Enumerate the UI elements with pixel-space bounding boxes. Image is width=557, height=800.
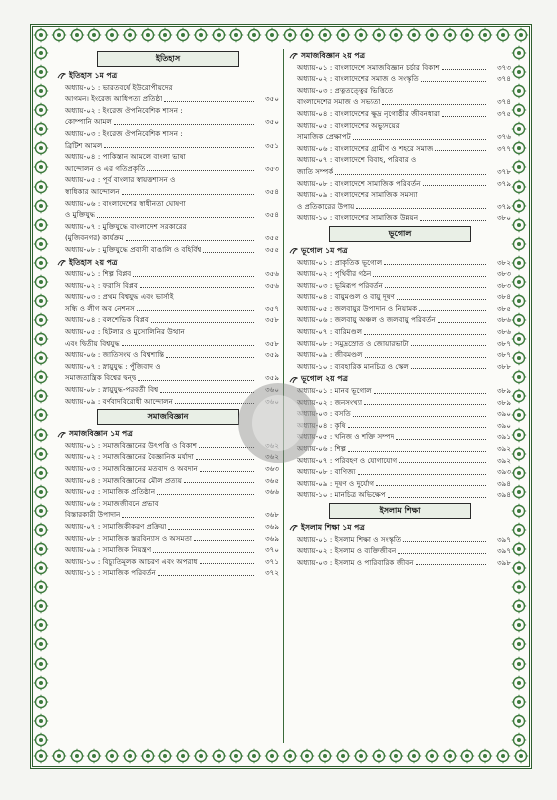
ornament-flower-icon bbox=[175, 27, 191, 43]
toc-entry[interactable]: অধ্যায়-০৫ : সামাজিক প্রতিষ্ঠান ৩৬৬ bbox=[65, 487, 279, 497]
ornamental-border-top bbox=[33, 27, 529, 45]
ornament-flower-icon bbox=[140, 27, 156, 43]
toc-entry[interactable]: অধ্যায়-০৯ : জীবমণ্ডল ৩৮৭ bbox=[297, 350, 511, 360]
ornament-flower-icon bbox=[282, 27, 298, 43]
ornament-flower-icon bbox=[511, 350, 527, 366]
leader-dots bbox=[438, 322, 486, 323]
toc-list bbox=[57, 268, 279, 407]
toc-entry[interactable]: অধ্যায়-০৬ : জলবায়ু অঞ্চল ও জলবায়ু পরিবর্তন ৩৮৬ bbox=[297, 315, 511, 325]
book-mark-icon bbox=[57, 430, 66, 439]
ornament-flower-icon bbox=[511, 293, 527, 309]
leader-dots bbox=[353, 416, 486, 417]
ornament-flower-icon bbox=[511, 617, 527, 633]
ornament-flower-icon bbox=[371, 27, 387, 43]
ornament-flower-icon bbox=[477, 748, 493, 764]
toc-entry[interactable]: এবং দ্বিতীয় বিশ্বযুদ্ধ ৩৫৮ bbox=[65, 338, 279, 348]
leader-dots bbox=[411, 345, 486, 346]
toc-entry[interactable]: অধ্যায়-০৮ : মুক্তিযুদ্ধে প্রবাসী বাঙালি ও বহির্বিশ্ব ৩৫৫ bbox=[65, 244, 279, 254]
watermark-seal-icon bbox=[238, 383, 318, 463]
toc-entry[interactable]: অধ্যায়-০১ : মানব ভূগোল ৩৮৯ bbox=[297, 386, 511, 396]
toc-entry[interactable]: অধ্যায়-০২ : বাংলাদেশের সমাজ ও সংস্কৃতি ৩৭৪ bbox=[297, 74, 511, 84]
ornament-flower-icon bbox=[264, 27, 280, 43]
paper-heading: ভূগোল ১ম পত্র bbox=[289, 245, 511, 257]
leader-dots bbox=[335, 174, 486, 175]
ornament-flower-icon bbox=[33, 522, 49, 538]
toc-list bbox=[289, 534, 511, 569]
ornament-flower-icon bbox=[511, 312, 527, 328]
book-mark-icon bbox=[289, 51, 298, 60]
ornament-flower-icon bbox=[513, 748, 529, 764]
ornament-flower-icon bbox=[459, 748, 475, 764]
ornament-flower-icon bbox=[33, 748, 49, 764]
ornament-flower-icon bbox=[511, 675, 527, 691]
leader-dots bbox=[126, 240, 254, 241]
ornament-flower-icon bbox=[317, 748, 333, 764]
ornament-flower-icon bbox=[511, 446, 527, 462]
ornament-flower-icon bbox=[511, 64, 527, 80]
leader-dots bbox=[140, 287, 254, 288]
ornament-flower-icon bbox=[511, 236, 527, 252]
ornament-flower-icon bbox=[86, 27, 102, 43]
toc-entry[interactable]: অধ্যায়-০২ : ইংরেজ ঔপনিবেশিক শাসন : bbox=[65, 105, 183, 115]
ornament-flower-icon bbox=[424, 27, 440, 43]
leader-dots bbox=[364, 334, 486, 335]
toc-entry[interactable]: অধ্যায়-০৪ : কৃষি ৩৯০ bbox=[297, 420, 511, 430]
ornament-flower-icon bbox=[122, 27, 138, 43]
ornament-flower-icon bbox=[388, 27, 404, 43]
ornament-flower-icon bbox=[33, 27, 49, 43]
ornamental-border-left bbox=[33, 45, 51, 748]
ornament-flower-icon bbox=[511, 598, 527, 614]
ornament-flower-icon bbox=[511, 369, 527, 385]
ornament-flower-icon bbox=[33, 312, 49, 328]
toc-entry[interactable]: স্বাধিকার আন্দোলন ৩৫৪ bbox=[65, 186, 279, 196]
paper-heading: ইতিহাস ২য় পত্র bbox=[57, 257, 279, 269]
leader-dots bbox=[196, 459, 254, 460]
ornament-flower-icon bbox=[157, 27, 173, 43]
ornament-flower-icon bbox=[51, 27, 67, 43]
ornament-flower-icon bbox=[157, 748, 173, 764]
ornament-flower-icon bbox=[511, 102, 527, 118]
leader-dots bbox=[435, 150, 486, 151]
ornament-flower-icon bbox=[511, 388, 527, 404]
ornament-flower-icon bbox=[33, 388, 49, 404]
toc-entry[interactable]: অধ্যায়-০২ : জনসংখ্যা ৩৮৯ bbox=[297, 397, 511, 407]
toc-entry[interactable]: অধ্যায়-০৬ : শিল্প ৩৯২ bbox=[297, 444, 511, 453]
leader-dots bbox=[358, 474, 486, 475]
toc-entry[interactable]: অধ্যায়-০৩ : প্রথম বিশ্বযুদ্ধ এবং ভার্সাই bbox=[65, 292, 174, 302]
leader-dots bbox=[97, 217, 254, 218]
toc-entry[interactable]: অধ্যায়-০১ : শিল্প বিপ্লব ৩৫৬ bbox=[65, 269, 279, 279]
leader-dots bbox=[194, 540, 254, 541]
ornament-flower-icon bbox=[511, 465, 527, 481]
ornament-flower-icon bbox=[228, 27, 244, 43]
toc-entry[interactable]: বিস্তারকারী উপাদান ৩৬৮ bbox=[65, 510, 279, 520]
ornament-flower-icon bbox=[406, 748, 422, 764]
toc-entry[interactable]: ব্রিটিশ আমল ৩৫১ bbox=[65, 140, 279, 150]
toc-entry[interactable]: (মুজিবনগর) কার্যক্রম ৩৫৫ bbox=[65, 233, 279, 243]
toc-entry[interactable]: অধ্যায়-০৮ : সমুদ্রস্রোত ও জোয়ারভাটা ৩৮৭ bbox=[297, 338, 511, 348]
ornament-flower-icon bbox=[511, 407, 527, 423]
toc-list bbox=[289, 257, 511, 373]
ornament-flower-icon bbox=[33, 465, 49, 481]
ornament-flower-icon bbox=[511, 484, 527, 500]
leader-dots bbox=[122, 517, 254, 518]
leader-dots bbox=[184, 482, 254, 483]
toc-entry[interactable]: অধ্যায়-০৪ : বায়ুমণ্ডল ও বায়ু দূষণ ৩৮৪ bbox=[297, 292, 511, 302]
leader-dots bbox=[348, 451, 486, 452]
ornament-flower-icon bbox=[424, 748, 440, 764]
ornament-flower-icon bbox=[511, 636, 527, 652]
ornament-flower-icon bbox=[69, 27, 85, 43]
leader-dots bbox=[137, 310, 254, 311]
toc-entry[interactable]: অধ্যায়-০৩ : বসতি ৩৯০ bbox=[297, 409, 511, 419]
ornament-flower-icon bbox=[477, 27, 493, 43]
leader-dots bbox=[153, 552, 254, 553]
toc-entry[interactable]: অধ্যায়-০৭ : সামাজিকীকরণ প্রক্রিয়া ৩৬৯ bbox=[65, 521, 279, 531]
paper-heading: সমাজবিজ্ঞান ২য় পত্র bbox=[289, 50, 511, 62]
ornament-flower-icon bbox=[511, 179, 527, 195]
ornament-flower-icon bbox=[299, 748, 315, 764]
toc-entry[interactable]: সামাজিক প্রেক্ষাপট ৩৭৬ bbox=[297, 132, 511, 142]
leader-dots bbox=[364, 404, 486, 405]
ornament-flower-icon bbox=[33, 236, 49, 252]
ornament-flower-icon bbox=[264, 748, 280, 764]
book-mark-icon bbox=[289, 523, 298, 532]
toc-entry[interactable]: অধ্যায়-০৯ : দূষণ ও দুর্যোগ ৩৯৪ bbox=[297, 478, 511, 488]
ornament-flower-icon bbox=[33, 121, 49, 137]
ornament-flower-icon bbox=[511, 331, 527, 347]
ornament-flower-icon bbox=[511, 45, 527, 61]
toc-entry[interactable]: অধ্যায়-০৫ : খনিজ ও শক্তি সম্পদ ৩৯১ bbox=[297, 432, 511, 442]
leader-dots bbox=[365, 357, 486, 358]
toc-entry[interactable]: অধ্যায়-০২ : ইসলাম ও ব্যক্তিজীবন ৩৯৭ bbox=[297, 546, 511, 556]
toc-entry[interactable]: জাতি সম্পর্ক ৩৭৮ bbox=[297, 166, 511, 176]
toc-entry[interactable]: অধ্যায়-০১ : বাংলাদেশে সমাজবিজ্ঞান চর্চার বিকাশ ৩৭৩ bbox=[297, 62, 511, 72]
book-mark-icon bbox=[289, 246, 298, 255]
leader-dots bbox=[122, 345, 254, 346]
ornament-flower-icon bbox=[33, 83, 49, 99]
leader-dots bbox=[160, 392, 254, 393]
leader-dots bbox=[388, 497, 486, 498]
ornament-flower-icon bbox=[511, 121, 527, 137]
leader-dots bbox=[200, 563, 254, 564]
ornament-flower-icon bbox=[33, 636, 49, 652]
ornament-flower-icon bbox=[86, 748, 102, 764]
leader-dots bbox=[384, 264, 486, 265]
toc-entry[interactable]: অধ্যায়-০৮ : স্নায়ুযুদ্ধ-পরবর্তী বিশ্ব ৩৬০ bbox=[65, 385, 279, 395]
toc-list bbox=[289, 62, 511, 224]
ornament-flower-icon bbox=[33, 694, 49, 710]
toc-entry[interactable]: অধ্যায়-১০ : বিচ্যুতিমূলক আচরণ এবং অপরাধ ৩৭১ bbox=[65, 556, 279, 566]
ornament-flower-icon bbox=[33, 217, 49, 233]
ornament-flower-icon bbox=[511, 522, 527, 538]
ornament-flower-icon bbox=[353, 748, 369, 764]
leader-dots bbox=[398, 553, 486, 554]
toc-entry[interactable]: অধ্যায়-০১ : সমাজবিজ্ঞানের উৎপত্তি ও বিকাশ ৩৬২ bbox=[65, 440, 279, 450]
ornament-flower-icon bbox=[511, 217, 527, 233]
ornament-flower-icon bbox=[511, 732, 527, 748]
leader-dots bbox=[420, 220, 486, 221]
toc-entry[interactable]: অধ্যায়-০৮ : বাণিজ্য ৩৯৩ bbox=[297, 467, 511, 477]
ornamental-border-right bbox=[511, 45, 529, 748]
leader-dots bbox=[104, 147, 254, 148]
ornament-flower-icon bbox=[69, 748, 85, 764]
section-title-itihas: ইতিহাস bbox=[97, 51, 239, 67]
ornament-flower-icon bbox=[33, 713, 49, 729]
toc-entry[interactable]: অধ্যায়-০৫ : জলবায়ুর উপাদান ও নিয়ামক ৩৮৫ bbox=[297, 303, 511, 313]
ornament-flower-icon bbox=[511, 140, 527, 156]
leader-dots bbox=[373, 276, 486, 277]
toc-entry[interactable]: অধ্যায়-১১ : সামাজিক পরিবর্তন ৩৭২ bbox=[65, 568, 279, 578]
section-title-bhugol: ভূগোল bbox=[329, 226, 471, 242]
toc-entry[interactable]: সন্ধি ও লীগ অব নেশনস ৩৫৭ bbox=[65, 303, 279, 313]
ornament-flower-icon bbox=[442, 748, 458, 764]
leader-dots bbox=[396, 439, 486, 440]
ornament-flower-icon bbox=[33, 102, 49, 118]
ornament-flower-icon bbox=[511, 198, 527, 214]
leader-dots bbox=[168, 529, 254, 530]
leader-dots bbox=[122, 194, 254, 195]
leader-dots bbox=[376, 485, 486, 486]
ornament-flower-icon bbox=[495, 748, 511, 764]
toc-entry[interactable]: অধ্যায়-০৭ : পরিবহণ ও যোগাযোগ ৩৯২ bbox=[297, 455, 511, 465]
toc-entry[interactable]: অধ্যায়-০৩ : ইসলাম ও পারিবারিক জীবন ৩৯৮ bbox=[297, 557, 511, 567]
leader-dots bbox=[385, 287, 486, 288]
ornament-flower-icon bbox=[511, 560, 527, 576]
leader-dots bbox=[442, 116, 486, 117]
left-column bbox=[57, 49, 279, 743]
ornament-flower-icon bbox=[511, 541, 527, 557]
ornament-flower-icon bbox=[511, 427, 527, 443]
section-title-samajbigyan: সমাজবিজ্ঞান bbox=[97, 409, 239, 425]
ornament-flower-icon bbox=[335, 27, 351, 43]
ornament-flower-icon bbox=[33, 579, 49, 595]
ornament-flower-icon bbox=[299, 27, 315, 43]
ornament-flower-icon bbox=[193, 27, 209, 43]
toc-entry[interactable]: অধ্যায়-০৮ : সামাজিক স্তরবিন্যাস ও অসমতা ৩৬৯ bbox=[65, 533, 279, 543]
toc-entry[interactable]: অধ্যায়-০৭ : মুক্তিযুদ্ধে বাংলাদেশ সরকারের bbox=[65, 221, 187, 231]
leader-dots bbox=[411, 368, 486, 369]
ornament-flower-icon bbox=[511, 159, 527, 175]
ornament-flower-icon bbox=[33, 159, 49, 175]
ornament-flower-icon bbox=[511, 503, 527, 519]
toc-entry[interactable]: অধ্যায়-০৪ : পাকিস্তান আমলে বাংলা ভাষা bbox=[65, 152, 186, 162]
toc-list bbox=[57, 82, 279, 256]
toc-entry[interactable]: অধ্যায়-০৬ : বাংলাদেশের গ্রামীণ ও শহরে সমাজ ৩৭৭ bbox=[297, 143, 511, 153]
ornament-flower-icon bbox=[33, 274, 49, 290]
watermark-seal-center bbox=[252, 395, 304, 451]
leader-dots bbox=[419, 310, 486, 311]
ornament-flower-icon bbox=[175, 748, 191, 764]
leader-dots bbox=[157, 494, 254, 495]
ornament-flower-icon bbox=[282, 748, 298, 764]
ornament-flower-icon bbox=[406, 27, 422, 43]
ornament-flower-icon bbox=[104, 748, 120, 764]
ornamental-border-bottom bbox=[33, 748, 529, 766]
ornament-flower-icon bbox=[33, 598, 49, 614]
leader-dots bbox=[158, 575, 254, 576]
ornament-flower-icon bbox=[33, 675, 49, 691]
book-mark-icon bbox=[289, 375, 298, 384]
toc-list bbox=[289, 385, 511, 501]
ornament-flower-icon bbox=[33, 64, 49, 80]
leader-dots bbox=[374, 393, 486, 394]
toc-entry[interactable]: অধ্যায়-০৪ : সমাজবিজ্ঞানের মৌল প্রত্যয় ৩৬৫ bbox=[65, 475, 279, 485]
leader-dots bbox=[423, 185, 486, 186]
toc-entry[interactable]: অধ্যায়-০৭ : বারিমণ্ডল ৩৮৬ bbox=[297, 327, 511, 337]
toc-entry[interactable]: অধ্যায়-০১ : ভারতবর্ষে ইউরোপীয়দের bbox=[65, 82, 173, 92]
toc-entry[interactable]: অধ্যায়-০৯ : বর্ণবাদবিরোধী আন্দোলন ৩৬০ bbox=[65, 396, 279, 406]
ornament-flower-icon bbox=[317, 27, 333, 43]
ornament-flower-icon bbox=[33, 427, 49, 443]
paper-heading: ইতিহাস ১ম পত্র bbox=[57, 70, 279, 82]
toc-entry[interactable]: অধ্যায়-০৩ : ভূমিরূপ পরিবর্তন ৩৮৩ bbox=[297, 280, 511, 290]
toc-entry[interactable]: আন্দোলন ও এর গতিপ্রকৃতি ৩৫৩ bbox=[65, 163, 279, 173]
leader-dots bbox=[138, 380, 254, 381]
toc-entry[interactable]: অধ্যায়-০৪ : বলশেভিক বিপ্লব ৩৫৮ bbox=[65, 315, 279, 325]
leader-dots bbox=[114, 124, 254, 125]
leader-dots bbox=[147, 170, 254, 171]
ornament-flower-icon bbox=[33, 732, 49, 748]
toc-entry[interactable]: কোম্পানি আমল ৩৫০ bbox=[65, 117, 279, 127]
toc-entry[interactable]: অধ্যায়-০৬ : জাতিসংঘ ও বিশ্বশান্তি ৩৫৯ bbox=[65, 350, 279, 360]
leader-dots bbox=[353, 139, 486, 140]
leader-dots bbox=[356, 208, 486, 209]
leader-dots bbox=[348, 427, 486, 428]
ornament-flower-icon bbox=[211, 748, 227, 764]
toc-entry[interactable]: অধ্যায়-১০ : ব্যবহারিক মানচিত্র ও স্কেল ৩৮৮ bbox=[297, 361, 511, 371]
ornament-flower-icon bbox=[33, 255, 49, 271]
ornament-flower-icon bbox=[511, 255, 527, 271]
ornament-flower-icon bbox=[511, 656, 527, 672]
ornament-flower-icon bbox=[33, 350, 49, 366]
ornament-flower-icon bbox=[371, 748, 387, 764]
ornament-flower-icon bbox=[122, 748, 138, 764]
toc-entry[interactable]: অধ্যায়-০৪ : বাংলাদেশের ক্ষুদ্র নৃগোষ্ঠীর জীবনধারা ৩৭৫ bbox=[297, 108, 511, 118]
ornament-flower-icon bbox=[33, 369, 49, 385]
toc-list bbox=[57, 440, 279, 579]
ornament-flower-icon bbox=[140, 748, 156, 764]
paper-heading: সমাজবিজ্ঞান ১ম পত্র bbox=[57, 428, 279, 440]
paper-heading: ভূগোল ২য় পত্র bbox=[289, 373, 511, 385]
leader-dots bbox=[200, 471, 254, 472]
book-mark-icon bbox=[57, 71, 66, 80]
section-title-islam-shikkha: ইসলাম শিক্ষা bbox=[329, 503, 471, 519]
right-column bbox=[289, 49, 511, 743]
toc-entry[interactable]: আগমন। ইংরেজ আধিপত্য প্রতিষ্ঠা ৩৫০ bbox=[65, 94, 279, 104]
toc-entry[interactable]: অধ্যায়-০৭ : স্নায়ুযুদ্ধ : পুঁজিবাদ ও bbox=[65, 361, 161, 371]
toc-entry[interactable]: ও মুক্তিযুদ্ধ ৩৫৪ bbox=[65, 210, 279, 220]
toc-entry[interactable]: অধ্যায়-০৯ : সামাজিক নিয়ন্ত্রণ ৩৭০ bbox=[65, 545, 279, 555]
toc-entry[interactable]: অধ্যায়-০৭ : বাংলাদেশে বিবাহ, পরিবার ও bbox=[297, 155, 417, 165]
toc-entry[interactable]: অধ্যায়-০৩ : ইংরেজ ঔপনিবেশিক শাসন : bbox=[65, 128, 183, 138]
toc-entry[interactable]: অধ্যায়-০৮ : বাংলাদেশে সামাজিক পরিবর্তন ৩৭৯ bbox=[297, 178, 511, 188]
ornament-flower-icon bbox=[228, 748, 244, 764]
leader-dots bbox=[382, 104, 486, 105]
ornament-flower-icon bbox=[33, 179, 49, 195]
ornament-flower-icon bbox=[33, 140, 49, 156]
book-mark-icon bbox=[57, 258, 66, 267]
ornament-flower-icon bbox=[33, 503, 49, 519]
leader-dots bbox=[203, 252, 254, 253]
leader-dots bbox=[133, 276, 254, 277]
ornament-flower-icon bbox=[246, 748, 262, 764]
ornament-flower-icon bbox=[511, 274, 527, 290]
toc-entry[interactable]: অধ্যায়-০৬ : সমাজজীবনে প্রভাব bbox=[65, 498, 159, 508]
toc-entry[interactable]: অধ্যায়-০৯ : বাংলাদেশের সামাজিক সমস্যা bbox=[297, 190, 418, 200]
ornament-flower-icon bbox=[33, 617, 49, 633]
toc-entry[interactable]: অধ্যায়-০৫ : পূর্ব বাংলার স্বায়ত্তশাসন ও bbox=[65, 175, 176, 185]
toc-entry[interactable]: অধ্যায়-০৫ : হিটলার ও মুসোলিনির উত্থান bbox=[65, 327, 185, 337]
ornament-flower-icon bbox=[388, 748, 404, 764]
toc-entry[interactable]: অধ্যায়-০২ : ফরাসি বিপ্লব ৩৫৬ bbox=[65, 280, 279, 290]
ornament-flower-icon bbox=[495, 27, 511, 43]
toc-entry[interactable]: অধ্যায়-০১ : প্রাকৃতিক ভূগোল ৩৮২ bbox=[297, 257, 511, 267]
ornament-flower-icon bbox=[442, 27, 458, 43]
leader-dots bbox=[442, 69, 486, 70]
leader-dots bbox=[403, 541, 486, 542]
toc-entry[interactable]: অধ্যায়-০৫ : বাংলাদেশের অভ্যুদয়ের bbox=[297, 120, 400, 130]
ornament-flower-icon bbox=[33, 45, 49, 61]
leader-dots bbox=[399, 462, 486, 463]
toc-entry[interactable]: বাংলাদেশের সমাজ ও সভ্যতা ৩৭৪ bbox=[297, 97, 511, 107]
toc-entry[interactable]: অধ্যায়-০২ : পৃথিবীর গঠন ৩৮৩ bbox=[297, 269, 511, 279]
toc-entry[interactable]: অধ্যায়-১০ : মানচিত্র অভিক্ষেপ ৩৯৪ bbox=[297, 490, 511, 500]
leader-dots bbox=[164, 101, 254, 102]
ornament-flower-icon bbox=[33, 484, 49, 500]
ornament-flower-icon bbox=[33, 656, 49, 672]
ornament-flower-icon bbox=[33, 293, 49, 309]
leader-dots bbox=[397, 299, 486, 300]
ornament-flower-icon bbox=[353, 27, 369, 43]
ornament-flower-icon bbox=[104, 27, 120, 43]
ornament-flower-icon bbox=[335, 748, 351, 764]
ornament-flower-icon bbox=[33, 198, 49, 214]
paper-heading: ইসলাম শিক্ষা ১ম পত্র bbox=[289, 522, 511, 534]
ornament-flower-icon bbox=[193, 748, 209, 764]
ornament-flower-icon bbox=[33, 560, 49, 576]
ornament-flower-icon bbox=[511, 83, 527, 99]
ornament-flower-icon bbox=[33, 446, 49, 462]
ornament-flower-icon bbox=[513, 27, 529, 43]
ornament-flower-icon bbox=[459, 27, 475, 43]
toc-entry[interactable]: অধ্যায়-০৩ : সমাজবিজ্ঞানের মতবাদ ও অবদান ৩৬৩ bbox=[65, 464, 279, 473]
leader-dots bbox=[421, 81, 486, 82]
toc-entry[interactable]: অধ্যায়-০২ : সমাজবিজ্ঞানের বৈজ্ঞানিক মর্যাদা ৩৬২ bbox=[65, 452, 279, 462]
leader-dots bbox=[151, 322, 254, 323]
toc-entry[interactable]: অধ্যায়-০৩ : প্রত্নতত্ত্বের ভিত্তিতে bbox=[297, 85, 394, 95]
leader-dots bbox=[166, 357, 254, 358]
ornament-flower-icon bbox=[511, 694, 527, 710]
ornament-flower-icon bbox=[33, 541, 49, 557]
ornament-flower-icon bbox=[511, 713, 527, 729]
leader-dots bbox=[416, 564, 486, 565]
ornament-flower-icon bbox=[246, 27, 262, 43]
toc-entry[interactable]: ও প্রতিকারের উপায় ৩৭৯ bbox=[297, 201, 511, 211]
toc-entry[interactable]: অধ্যায়-০১ : ইসলাম শিক্ষা ও সংস্কৃতি ৩৯৭ bbox=[297, 534, 511, 544]
toc-entry[interactable]: সমাজতান্ত্রিক বিশ্বের দ্বন্দ্ব ৩৫৯ bbox=[65, 373, 279, 383]
ornament-flower-icon bbox=[33, 407, 49, 423]
toc-entry[interactable]: অধ্যায়-০৬ : বাংলাদেশের স্বাধীনতা ঘোষণা bbox=[65, 198, 186, 208]
ornament-flower-icon bbox=[211, 27, 227, 43]
ornament-flower-icon bbox=[51, 748, 67, 764]
ornament-flower-icon bbox=[511, 579, 527, 595]
ornament-flower-icon bbox=[33, 331, 49, 347]
toc-entry[interactable]: অধ্যায়-১০ : বাংলাদেশের সামাজিক উন্নয়ন ৩৮০ bbox=[297, 213, 511, 223]
